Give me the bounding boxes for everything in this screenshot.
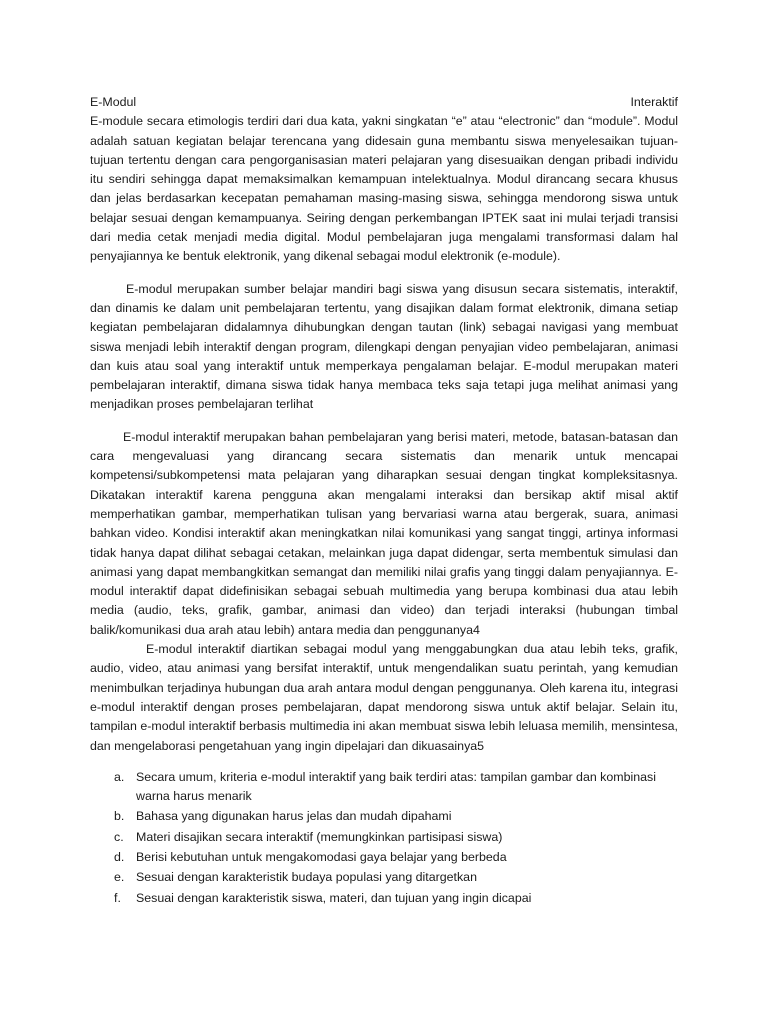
paragraph-emodul-integration: E-modul interaktif diartikan sebagai modul yang menggabungkan dua atau lebih teks, grafik, audio, video, atau animasi yang bersifat interaktif, untuk mengendalikan suatu perintah, yang kemudian menimbulkan terjadinya hubungan dua arah antara modul dengan penggunanya. Oleh karena itu, integrasi e-modul interaktif dengan proses pembelajaran, dapat mendorong siswa untuk aktif belajar. Selain itu, tampilan e-modul interaktif berbasis multimedia ini akan membuat siswa lebih leluasa memilih, mensintesa, dan mengelaborasi pengetahuan yang ingin dipelajari dan dikuasainya5 xyxy=(90,642,678,753)
document-title xyxy=(90,93,678,112)
paragraph-definition: E-module secara etimologis terdiri dari dua kata, yakni singkatan “e” atau “electronic” dan “module”. Modul adalah satuan kegiatan belajar terencana yang didesain guna membantu siswa menyelesaikan tujuan-tujuan tertentu dengan cara pengorganisasian materi pelajaran yang disesuaikan dengan pribadi individu itu sendiri sehingga dapat memaksimalkan kemampuan intelektualnya. Modul dirancang secara khusus dan jelas berdasarkan kecepatan pemahaman masing-masing siswa, sehingga mendorong siswa untuk belajar sesuai dengan kemampuanya. Seiring dengan perkembangan IPTEK saat ini mulai terjadi transisi dari media cetak menjadi media digital. Modul pembelajaran juga mengalami transformasi dalam hal penyajiannya ke bentuk elektronik, yang dikenal sebagai modul elektronik (e-module). xyxy=(90,114,678,264)
list-item-text: Materi disajikan secara interaktif (memungkinkan partisipasi siswa) xyxy=(136,829,503,844)
list-marker: a. xyxy=(114,769,125,784)
list-item-text: Berisi kebutuhan untuk mengakomodasi gaya belajar yang berbeda xyxy=(136,849,507,864)
title-right: Interaktif xyxy=(630,95,678,109)
list-item xyxy=(90,768,678,807)
list-item-text: Secara umum, kriteria e-modul interaktif yang baik terdiri atas: tampilan gambar dan kombinasi warna harus menarik xyxy=(136,769,656,804)
list-item xyxy=(90,828,678,847)
list-item-text: Bahasa yang digunakan harus jelas dan mudah dipahami xyxy=(136,809,452,824)
list-item xyxy=(90,868,678,887)
list-item xyxy=(90,848,678,867)
list-item xyxy=(90,807,678,826)
list-marker: f. xyxy=(114,890,121,905)
paragraph-emodul-interaktif: E-modul interaktif merupakan bahan pembelajaran yang berisi materi, metode, batasan-batasan dan cara mengevaluasi yang dirancang secara sistematis dan menarik untuk mencapai kompetensi/subkompetensi mata pelajaran yang diharapkan sesuai dengan tingkat kompleksitasnya. Dikatakan interaktif karena pengguna akan mengalami interaksi dan bersikap aktif misal aktif memperhatikan gambar, memperhatikan tulisan yang bervariasi warna atau bergerak, suara, animasi bahkan video. Kondisi interaktif akan meningkatkan nilai komunikasi yang sangat tinggi, artinya informasi tidak hanya dapat dilihat sebagai cetakan, melainkan juga dapat didengar, serta membentuk simulasi dan animasi yang dapat membangkitkan semangat dan memiliki nilai grafis yang tinggi dalam penyajiannya. E-modul interaktif dapat didefinisikan sebagai sebuah multimedia yang berupa kombinasi dua atau lebih media (audio, teks, grafik, gambar, animasi dan video) dan terjadi interaksi (hubungan timbal balik/komunikasi dua arah atau lebih) antara media dan penggunanya4 xyxy=(90,429,678,637)
criteria-list xyxy=(90,768,678,908)
paragraph-emodul-source: E-modul merupakan sumber belajar mandiri bagi siswa yang disusun secara sistematis, interaktif, dan dinamis ke dalam unit pembelajaran tertentu, yang disajikan dalam format elektronik, dimana setiap kegiatan pembelajaran didalamnya dihubungkan dengan tautan (link) sebagai navigasi yang membuat siswa menjadi lebih interaktif dengan program, dilengkapi dengan penyajian video pembelajaran, animasi dan kuis atau soal yang interaktif untuk memperkaya pengalaman belajar. E-modul merupakan materi pembelajaran interaktif, dimana siswa tidak hanya membaca teks saja tetapi juga melihat animasi yang menjadikan proses pembelajaran terlihat xyxy=(90,281,678,412)
list-item xyxy=(90,889,678,908)
title-left: E-Modul xyxy=(90,95,137,109)
list-item-text: Sesuai dengan karakteristik budaya populasi yang ditargetkan xyxy=(136,870,477,885)
list-marker: e. xyxy=(114,870,125,885)
list-item-text: Sesuai dengan karakteristik siswa, materi, dan tujuan yang ingin dicapai xyxy=(136,890,532,905)
list-marker: c. xyxy=(114,829,124,844)
document-page xyxy=(90,93,678,909)
list-marker: d. xyxy=(114,849,125,864)
list-marker: b. xyxy=(114,809,125,824)
